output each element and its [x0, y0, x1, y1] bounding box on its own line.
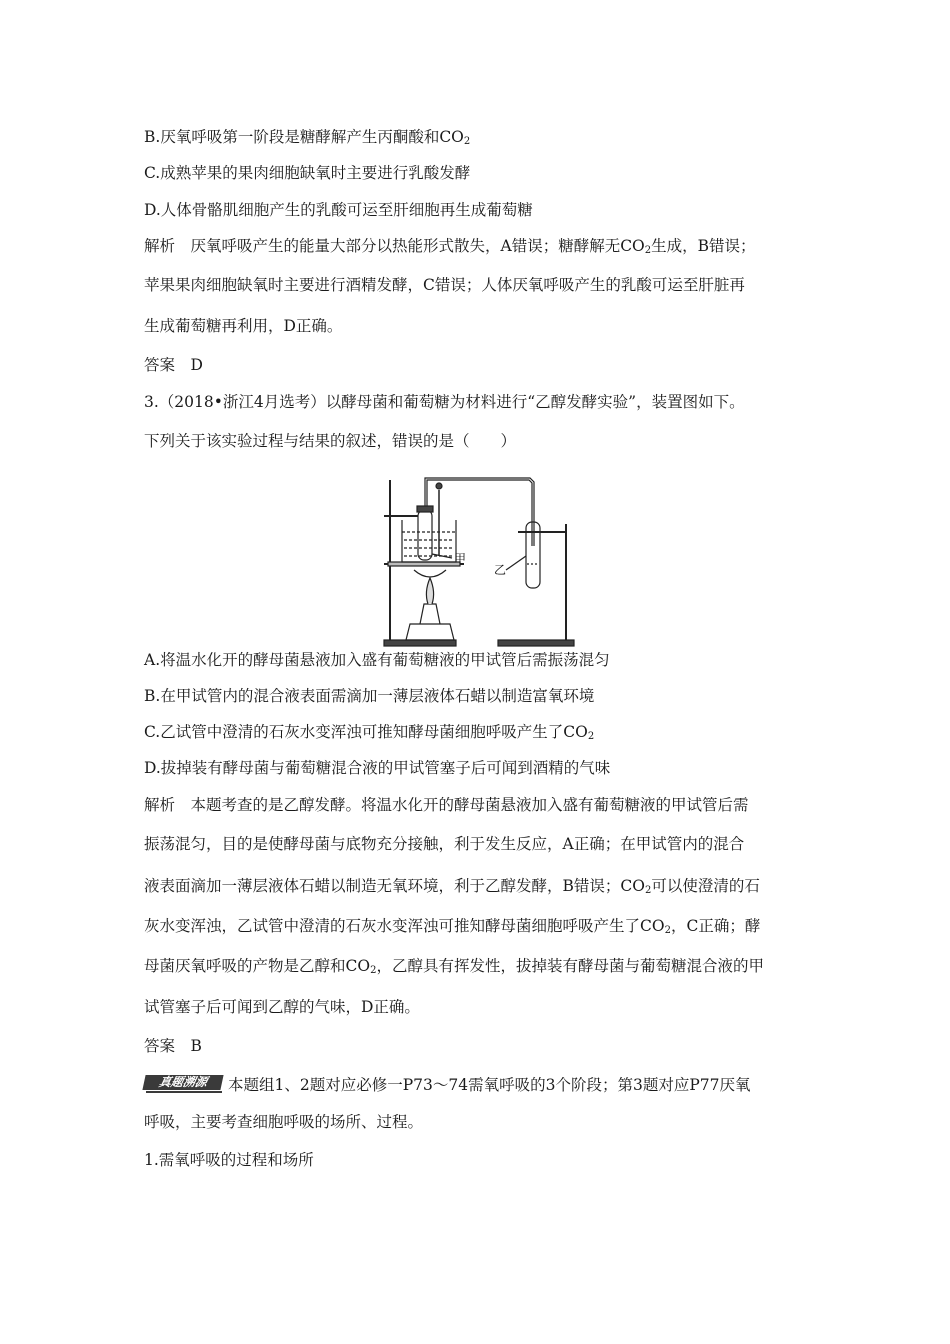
source-note-line-1: 真题溯源 本题组1、2题对应必修一P73～74需氧呼吸的3个阶段；第3题对应P77厌氧: [144, 1074, 750, 1095]
alcohol-lamp: [406, 624, 454, 640]
q2-analysis-line-3: 生成葡萄糖再利用，D正确。: [144, 317, 343, 335]
q3-analysis-line-3: 液表面滴加一薄层液体石蜡以制造无氧环境，利于乙醇发酵，B错误；$CO_2$可以使澄清的石: [144, 877, 760, 896]
q2-analysis-line-1: 解析 厌氧呼吸产生的能量大部分以热能形式散失，A错误；糖酵解无$CO_2$生成，B错误；: [144, 237, 756, 256]
q3-analysis-line-2: 振荡混匀，目的是使酵母菌与底物充分接触，利于发生反应，A正确；在甲试管内的混合: [144, 835, 745, 853]
q3-stem-line-2: 下列关于该实验过程与结果的叙述，错误的是（ ）: [144, 432, 517, 450]
q2-analysis-line-2: 苹果果肉细胞缺氧时主要进行酒精发酵，C错误；人体厌氧呼吸产生的乳酸可运至肝脏再: [144, 276, 745, 294]
q2-answer: 答案 D: [144, 356, 203, 374]
q2-option-c: C.成熟苹果的果肉细胞缺氧时主要进行乳酸发酵: [144, 164, 471, 182]
test-tube-jia: [418, 510, 432, 560]
q3-stem-line-1: 3.（2018•浙江4月选考）以酵母菌和葡萄糖为材料进行“乙醇发酵实验”，装置图如下。: [144, 393, 745, 411]
label-jia: 甲: [454, 552, 467, 566]
section-heading: 1.需氧呼吸的过程和场所: [144, 1151, 314, 1169]
q2-option-d: D.人体骨骼肌细胞产生的乳酸可运至肝细胞再生成葡萄糖: [144, 201, 533, 219]
left-stand-base: [384, 640, 456, 646]
right-stand-base: [498, 640, 574, 646]
source-note-line-2: 呼吸，主要考查细胞呼吸的场所、过程。: [144, 1113, 424, 1131]
q3-option-d: D.拔掉装有酵母菌与葡萄糖混合液的甲试管塞子后可闻到酒精的气味: [144, 759, 611, 777]
q3-option-b: B.在甲试管内的混合液表面需滴加一薄层液体石蜡以制造富氧环境: [144, 687, 595, 705]
q3-analysis-line-4: 灰水变浑浊，乙试管中澄清的石灰水变浑浊可推知酵母菌细胞呼吸产生了$CO_2$，C正确；酵: [144, 917, 761, 936]
q3-analysis-line-5: 母菌厌氧呼吸的产物是乙醇和$CO_2$，乙醇具有挥发性，拔掉装有酵母菌与葡萄糖混合液的甲: [144, 957, 764, 976]
source-badge: 真题溯源: [144, 1074, 226, 1094]
q3-analysis-line-6: 试管塞子后可闻到乙醇的气味，D正确。: [144, 998, 420, 1016]
q3-answer: 答案 B: [144, 1037, 202, 1055]
label-yi: 乙: [494, 563, 507, 577]
q3-option-a: A.将温水化开的酵母菌悬液加入盛有葡萄糖液的甲试管后需振荡混匀: [144, 651, 610, 669]
q2-option-b: B.厌氧呼吸第一阶段是糖酵解产生丙酮酸和$CO_2$: [144, 128, 471, 147]
q3-option-c: C.乙试管中澄清的石灰水变浑浊可推知酵母菌细胞呼吸产生了$CO_2$: [144, 723, 595, 742]
flame: [426, 578, 433, 604]
fermentation-apparatus-figure: [378, 474, 578, 652]
q3-analysis-line-1: 解析 本题考查的是乙醇发酵。将温水化开的酵母菌悬液加入盛有葡萄糖液的甲试管后需: [144, 796, 749, 814]
